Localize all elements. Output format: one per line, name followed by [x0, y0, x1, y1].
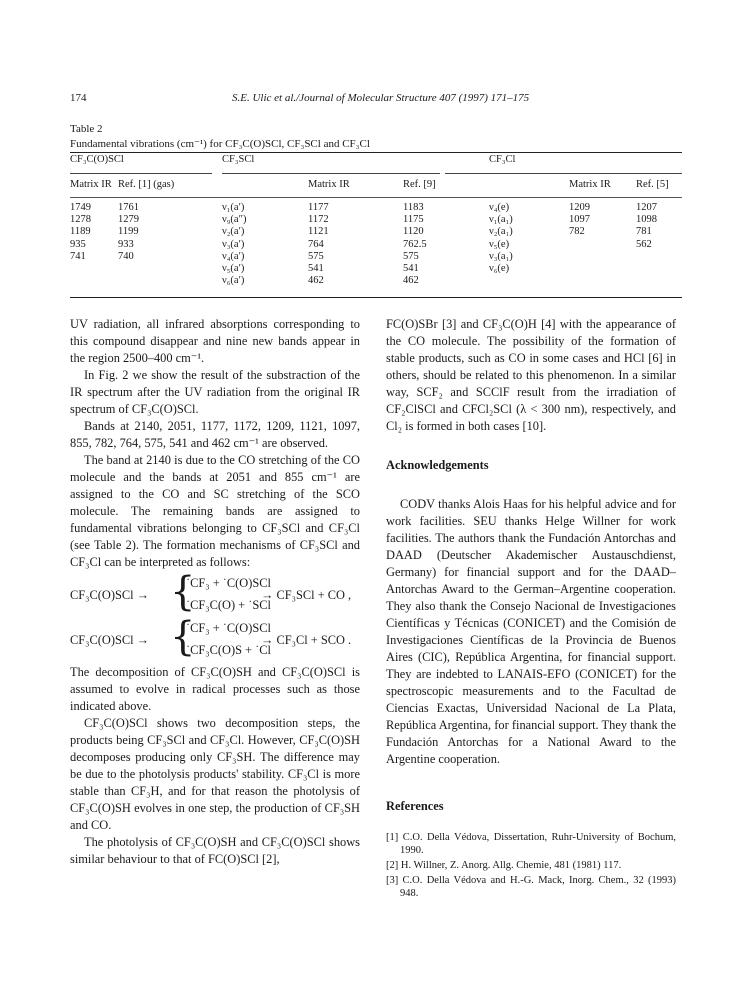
- table-cell: [118, 263, 222, 275]
- equation-path-upper: ˙CF₃ + ˙C(O)SCl: [186, 576, 271, 590]
- table-cell: 462: [403, 275, 419, 287]
- table-cell: 1097: [569, 214, 590, 226]
- table-cell: ν₅(e): [489, 238, 510, 250]
- table-subheader-row: [70, 174, 682, 196]
- col-header: [489, 174, 569, 196]
- table-cell: [70, 275, 118, 287]
- col-header: Matrix IR: [308, 179, 350, 190]
- paragraph: UV radiation, all infrared absorptions corresponding to this compound disappear and nine new bands appear in the region 2500–400 cm⁻¹.: [70, 317, 360, 365]
- group-header-cf3sci: CF₃SCl: [222, 154, 255, 165]
- table-cell: [636, 275, 682, 287]
- table-cell: ν₅(a′): [222, 263, 245, 275]
- table-cell: 562: [636, 238, 652, 250]
- table-cell: 1177: [308, 202, 329, 213]
- equation-2: [70, 614, 360, 661]
- table-cell: 575: [308, 250, 324, 262]
- table-row: [70, 214, 682, 226]
- col-header: Ref. [1] (gas): [118, 179, 175, 190]
- table-row: [70, 263, 682, 275]
- equation-path-upper: ˙CF₃ + ˙C(O)SCl: [186, 621, 271, 635]
- group-header-cf3ci: CF₃Cl: [489, 154, 516, 165]
- paragraph: The photolysis of CF₃C(O)SH and CF₃C(O)SCl shows similar behaviour to that of FC(O)SCl [2],: [70, 835, 360, 866]
- col-header: Matrix IR: [569, 179, 611, 190]
- table-cell: 1761: [118, 202, 139, 213]
- table-cell: ν₃(a₁): [489, 250, 513, 262]
- table-cell: 1172: [308, 214, 329, 226]
- reference-item: [3] C.O. Della Védova and H.-G. Mack, Inorg. Chem., 32 (1993) 948.: [386, 875, 676, 899]
- table-cell: 1098: [636, 214, 657, 226]
- table-cell: ν₁(a₁): [489, 214, 513, 226]
- table-cell: 1183: [403, 202, 424, 213]
- table-group-row: [70, 154, 682, 174]
- equation-brace: {: [170, 614, 196, 660]
- table-row: [70, 226, 682, 238]
- references-heading: References: [386, 799, 444, 813]
- table-cell: ν₆(e): [489, 263, 510, 275]
- table-cell: ν₂(a₁): [489, 226, 513, 238]
- table-cell: ν₉(a″): [222, 214, 247, 226]
- equation-product: → CF₃Cl + SCO .: [261, 633, 352, 647]
- table-cell: ν₆(a′): [222, 275, 245, 287]
- equation-path-lower: ˙CF₃C(O)S + ˙Cl: [186, 643, 271, 657]
- acknowledgements-text: CODV thanks Alois Haas for his helpful advice and for work facilities. SEU thanks Helge Willner for work facilities. The authors thank the Fundación Antorchas and DAAD (Deutscher Akademischer Austauschdienst, Germany) for financial support and for the DAAD–Antorchas Award to the German–Argentine cooperation. They also thank the Consejo Nacional de Investigaciones Científicas y Técnicas (CONICET) and the Comisión de Investigaciones Científicas de la Provincia de Buenos Aires (CIC), República Argentina, for financial support. They are indebted to LANAIS-EFO (CONICET) for the spectroscopic measurements and to the Facultad de Ciencias Exactas, Universidad Nacional de La Plata, República Argentina, for financial support. They thank the Fundación Antorchas for a National Award to the Argentine cooperation.: [386, 497, 676, 766]
- reference-item: [2] H. Willner, Z. Anorg. Allg. Chemie, 481 (1981) 117.: [386, 860, 622, 871]
- table-cell: 1189: [70, 226, 91, 238]
- table-cell: 933: [118, 238, 134, 250]
- paragraph: Bands at 2140, 2051, 1177, 1172, 1209, 1121, 1097, 855, 782, 764, 575, 541 and 462 cm⁻¹ are observed.: [70, 419, 360, 450]
- equation-1: [70, 569, 360, 616]
- equation-reactant: CF₃C(O)SCl →: [70, 588, 150, 602]
- table-cell: [569, 263, 636, 275]
- table-cell: ν₄(a′): [222, 250, 245, 262]
- table-cell: [118, 275, 222, 287]
- table-cell: 541: [308, 263, 324, 275]
- table-cell: ν₂(a′): [222, 226, 245, 238]
- table-cell: 462: [308, 275, 324, 287]
- right-column: [386, 316, 676, 902]
- table-cell: 1199: [118, 226, 139, 238]
- table-cell: 782: [569, 226, 585, 238]
- table-cell: [70, 263, 118, 275]
- table-cell: 1749: [70, 202, 91, 213]
- col-header: Matrix IR: [70, 179, 112, 190]
- left-column: [70, 316, 360, 868]
- table-cell: ν₄(e): [489, 202, 510, 213]
- col-header: [222, 174, 308, 196]
- table-cell: 1209: [569, 202, 590, 213]
- table-cell: 1121: [308, 226, 329, 238]
- reference-item: [1] C.O. Della Védova, Dissertation, Ruhr-University of Bochum, 1990.: [386, 832, 676, 856]
- table-cell: 781: [636, 226, 652, 238]
- paragraph: CF₃C(O)SCl shows two decomposition steps, the products being CF₃SCl and CF₃Cl. However, CF₃C(O)SH decomposes producing only CF₃SH. The difference may be due to the photolysis products' stability. CF₃Cl is more stable than CF₃H, and for that reason the photolysis of CF₃C(O)SH evolves in one step, the production of CF₃SH and CO.: [70, 716, 360, 832]
- table-cell: 762.5: [403, 238, 427, 250]
- table-cell: 541: [403, 263, 419, 275]
- table-cell: 1207: [636, 202, 657, 213]
- references-list: [386, 831, 676, 900]
- vibrations-table: [70, 154, 682, 287]
- group-header-cf3cosci: CF₃C(O)SCl: [70, 154, 124, 165]
- table-row: [70, 196, 682, 214]
- page-number: 174: [70, 92, 87, 104]
- table-row: [70, 251, 682, 263]
- table-cell: ν₃(a′): [222, 238, 245, 250]
- table-bottom-rule: [70, 297, 682, 298]
- paragraph: The band at 2140 is due to the CO stretching of the CO molecule and the bands at 2051 and 855 cm⁻¹ are assigned to the CO and SC stretching of the SCO molecule. The remaining bands are assigned to fundamental vibrations belonging to CF₃SCl and CF₃Cl (see Table 2). The formation mechanisms of CF₃SCl and CF₃Cl can be interpreted as follows:: [70, 453, 360, 569]
- table-row: [70, 275, 682, 287]
- table-cell: 741: [70, 250, 86, 262]
- table-cell: 1175: [403, 214, 424, 226]
- table-cell: 1120: [403, 226, 424, 238]
- table-row: [70, 239, 682, 251]
- paragraph: FC(O)SBr [3] and CF₃C(O)H [4] with the appearance of the CO molecule. The possibility of the formation of stable products, such as CO in some cases and HCl [6] in others, should be related to this phenomenon. In a similar way, SCF₂ and SCClF result from the irradiation of CF₂ClSCl and CFCl₂SCl (λ < 300 nm), respectively, and Cl₂ is formed in both cases [10].: [386, 317, 676, 433]
- table-cell: [569, 251, 636, 263]
- equation-product: → CF₃SCl + CO ,: [261, 588, 352, 602]
- paragraph: The decomposition of CF₃C(O)SH and CF₃C(O)SCl is assumed to evolve in radical processes such as those indicated above.: [70, 665, 360, 713]
- table-cell: 575: [403, 250, 419, 262]
- acknowledgements-heading: Acknowledgements: [386, 458, 489, 472]
- col-header: Ref. [9]: [403, 179, 436, 190]
- table-cell: [636, 251, 682, 263]
- running-header: S.E. Ulic et al./Journal of Molecular Structure 407 (1997) 171–175: [232, 92, 530, 104]
- table-label: Table 2: [70, 123, 103, 135]
- equation-reactant: CF₃C(O)SCl →: [70, 633, 150, 647]
- table-cell: [636, 263, 682, 275]
- paragraph: In Fig. 2 we show the result of the substraction of the IR spectrum after the UV radiation from the original IR spectrum of CF₃C(O)SCl.: [70, 368, 360, 416]
- table-cell: [569, 239, 636, 251]
- table-cell: 935: [70, 238, 86, 250]
- table-cell: [489, 275, 569, 287]
- table-cell: 1278: [70, 214, 91, 226]
- table-cell: [569, 275, 636, 287]
- col-header: Ref. [5]: [636, 179, 669, 190]
- table-cell: 764: [308, 238, 324, 250]
- table-cell: 1279: [118, 214, 139, 226]
- table-caption: Fundamental vibrations (cm⁻¹) for CF₃C(O)SCl, CF₃SCl and CF₃Cl: [70, 138, 370, 150]
- table-cell: 740: [118, 250, 134, 262]
- equation-brace: {: [170, 569, 196, 615]
- equation-path-lower: ˙CF₃C(O) + ˙SCl: [186, 598, 271, 612]
- table-cell: ν₁(a′): [222, 202, 245, 213]
- table-top-rule: [70, 152, 682, 153]
